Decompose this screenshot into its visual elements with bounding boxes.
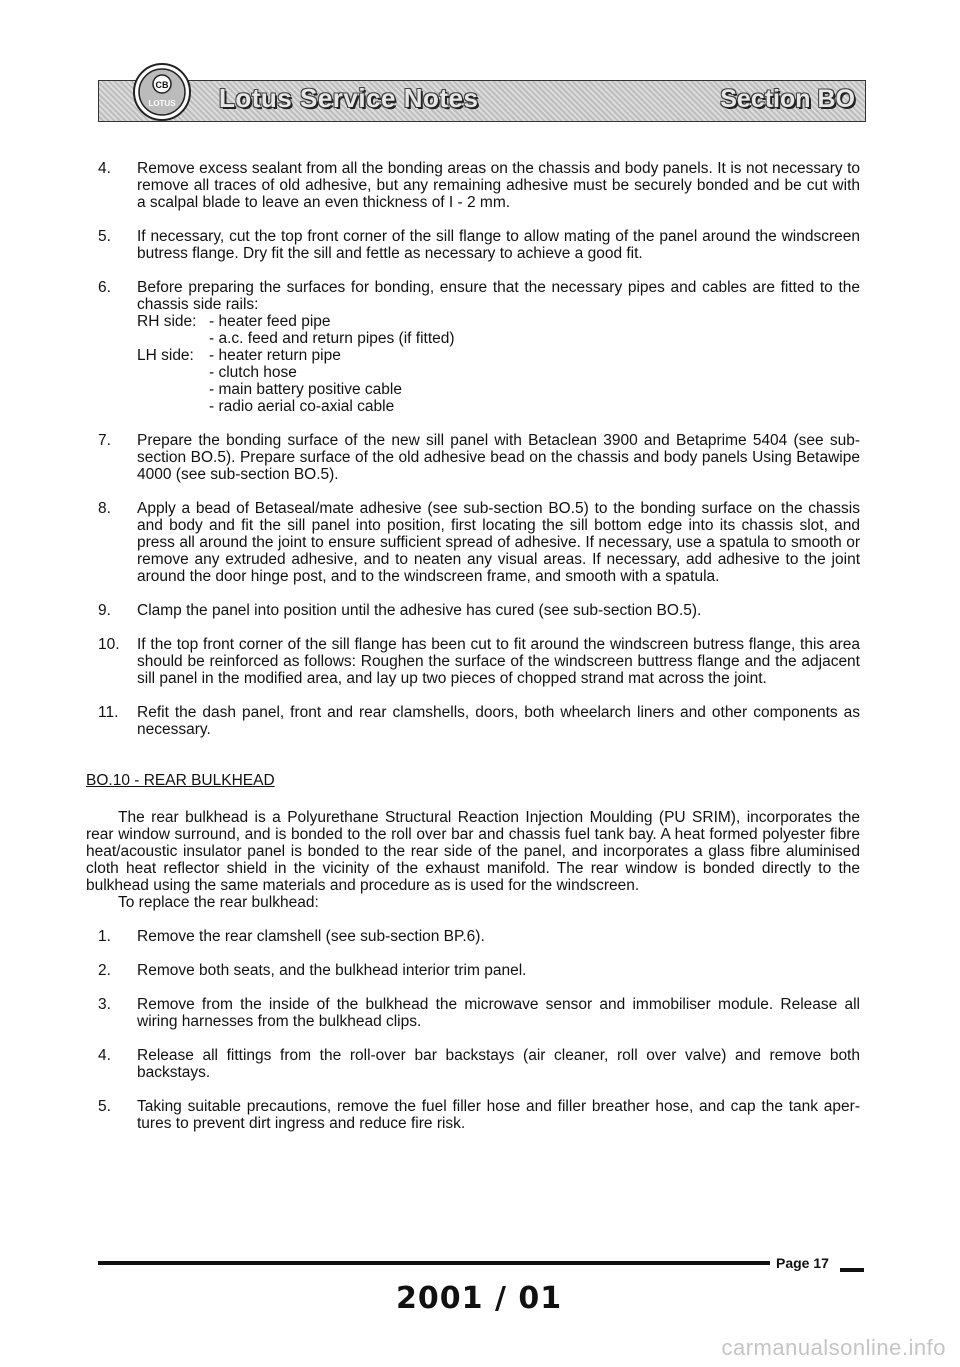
pipe-list xyxy=(137,313,860,415)
step-text: If the top front corner of the sill flange has been cut to fit around the windscreen butress flange, this area should be reinforced as follows: Roughen the surface of the windscreen buttress flange and the adjacent sill panel in the modified area, and lay up two pieces of chopped strand mat across the joint. xyxy=(137,636,860,687)
step-text: Taking suitable precautions, remove the fuel filler hose and filler breather hose, and cap the tank aper-tures to prevent dirt ingress and reduce fire risk. xyxy=(137,1098,860,1132)
step-5 xyxy=(86,228,860,262)
header-section: Section BO xyxy=(720,85,855,113)
footer-rule xyxy=(98,1261,820,1265)
step-number: 8. xyxy=(98,500,111,517)
step-number: 5. xyxy=(98,1098,111,1115)
step-number: 4. xyxy=(98,160,111,177)
step-11 xyxy=(86,704,860,738)
bulkhead-step-1 xyxy=(86,928,860,945)
step-10 xyxy=(86,636,860,687)
bulkhead-step-3 xyxy=(86,996,860,1030)
step-6 xyxy=(86,279,860,415)
pipe-item: - a.c. feed and return pipes (if fitted) xyxy=(209,330,455,347)
step-text: Remove both seats, and the bulkhead interior trim panel. xyxy=(137,962,527,979)
lotus-logo xyxy=(132,62,192,122)
pipe-item: - main battery positive cable xyxy=(209,381,402,398)
step-text: Refit the dash panel, front and rear clamshells, doors, both wheelarch liners and other components as necessary. xyxy=(137,704,860,738)
step-number: 3. xyxy=(98,996,111,1013)
step-text: Remove from the inside of the bulkhead the microwave sensor and immobiliser module. Release all wiring harnesses from the bulkhead clips. xyxy=(137,996,860,1030)
step-number: 7. xyxy=(98,432,111,449)
intro-text: The rear bulkhead is a Polyurethane Structural Reaction Injection Moulding (PU SRIM), incorporates the rear window surround, and is bonded to the roll over bar and chassis fuel tank bay. A heat formed polyester fibre heat/acoustic insulator panel is bonded to the rear side of the panel, and incorporates a glass fibre aluminised cloth heat reflector shield in the vicinity of the exhaust manifold. The rear window is bonded directly to the bulkhead using the same materials and procedure as is used for the windscreen. xyxy=(86,809,860,894)
step-8 xyxy=(86,500,860,585)
step-number: 6. xyxy=(98,279,111,296)
bulkhead-step-2 xyxy=(86,962,860,979)
pipe-item: - clutch hose xyxy=(209,364,297,381)
step-text: Remove excess sealant from all the bonding areas on the chassis and body panels. It is not necessary to remove all traces of old adhesive, but any remaining adhesive must be securely bonded and be cut with a scalpal blade to leave an even thickness of I - 2 mm. xyxy=(137,160,860,211)
step-text: Before preparing the surfaces for bonding, ensure that the necessary pipes and cables are fitted to the chassis side rails: xyxy=(137,279,860,313)
step-text: Clamp the panel into position until the adhesive has cured (see sub-section BO.5). xyxy=(137,602,702,619)
step-number: 1. xyxy=(98,928,111,945)
step-number: 2. xyxy=(98,962,111,979)
pipe-item: - heater feed pipe xyxy=(209,313,331,330)
intro-paragraph xyxy=(86,809,860,911)
step-number: 11. xyxy=(98,704,119,721)
step-number: 5. xyxy=(98,228,111,245)
step-text: Apply a bead of Betaseal/mate adhesive (see sub-section BO.5) to the bonding surface on the chassis and body and fit the sill panel into position, first locating the sill bottom edge into its chassis slot, and press all around the joint to ensure sufficient spread of adhesive. If necessary, use a spatula to smooth or remove any extruded adhesive, and to neaten any visual areas. If necessary, add adhesive to the joint around the door hinge post, and to the windscreen frame, and smooth with a spatula. xyxy=(137,500,860,585)
bulkhead-step-4 xyxy=(86,1047,860,1081)
step-number: 4. xyxy=(98,1047,111,1064)
bulkhead-step-5 xyxy=(86,1098,860,1132)
step-9 xyxy=(86,602,860,619)
step-number: 9. xyxy=(98,602,111,619)
step-number: 10. xyxy=(98,636,120,653)
pipe-item: - heater return pipe xyxy=(209,347,341,364)
issue-code: 2001 / 01 xyxy=(396,1281,563,1316)
step-7 xyxy=(86,432,860,483)
intro-last-line: To replace the rear bulkhead: xyxy=(118,894,319,911)
section-heading: BO.10 - REAR BULKHEAD xyxy=(86,772,275,789)
rh-side-label: RH side: xyxy=(137,313,197,330)
step-body xyxy=(137,279,860,415)
step-text: If necessary, cut the top front corner of the sill flange to allow mating of the panel around the windscreen butress flange. Dry fit the sill and fettle as necessary to achieve a good fit. xyxy=(137,228,860,262)
page-content xyxy=(86,160,860,1149)
footer-rule-short xyxy=(840,1268,864,1272)
svg-text:CB: CB xyxy=(155,80,169,90)
step-text: Prepare the bonding surface of the new sill panel with Betaclean 3900 and Betaprime 5404 (see sub-section BO.5). Prepare surface of the old adhesive bead on the chassis and body panels Using Betawipe 4000 (see sub-section BO.5). xyxy=(137,432,860,483)
header-title: Lotus Service Notes xyxy=(219,83,479,113)
step-4 xyxy=(86,160,860,211)
pipe-item: - radio aerial co-axial cable xyxy=(209,398,395,415)
watermark: carmanualsonline.info xyxy=(721,1335,946,1360)
page-number: Page 17 xyxy=(770,1255,835,1271)
step-text: Remove the rear clamshell (see sub-section BP.6). xyxy=(137,928,485,945)
logo-text: LOTUS xyxy=(148,99,176,108)
step-text: Release all fittings from the roll-over bar backstays (air cleaner, roll over valve) and remove both backstays. xyxy=(137,1047,860,1081)
header-banner xyxy=(98,80,866,122)
lh-side-label: LH side: xyxy=(137,347,194,364)
